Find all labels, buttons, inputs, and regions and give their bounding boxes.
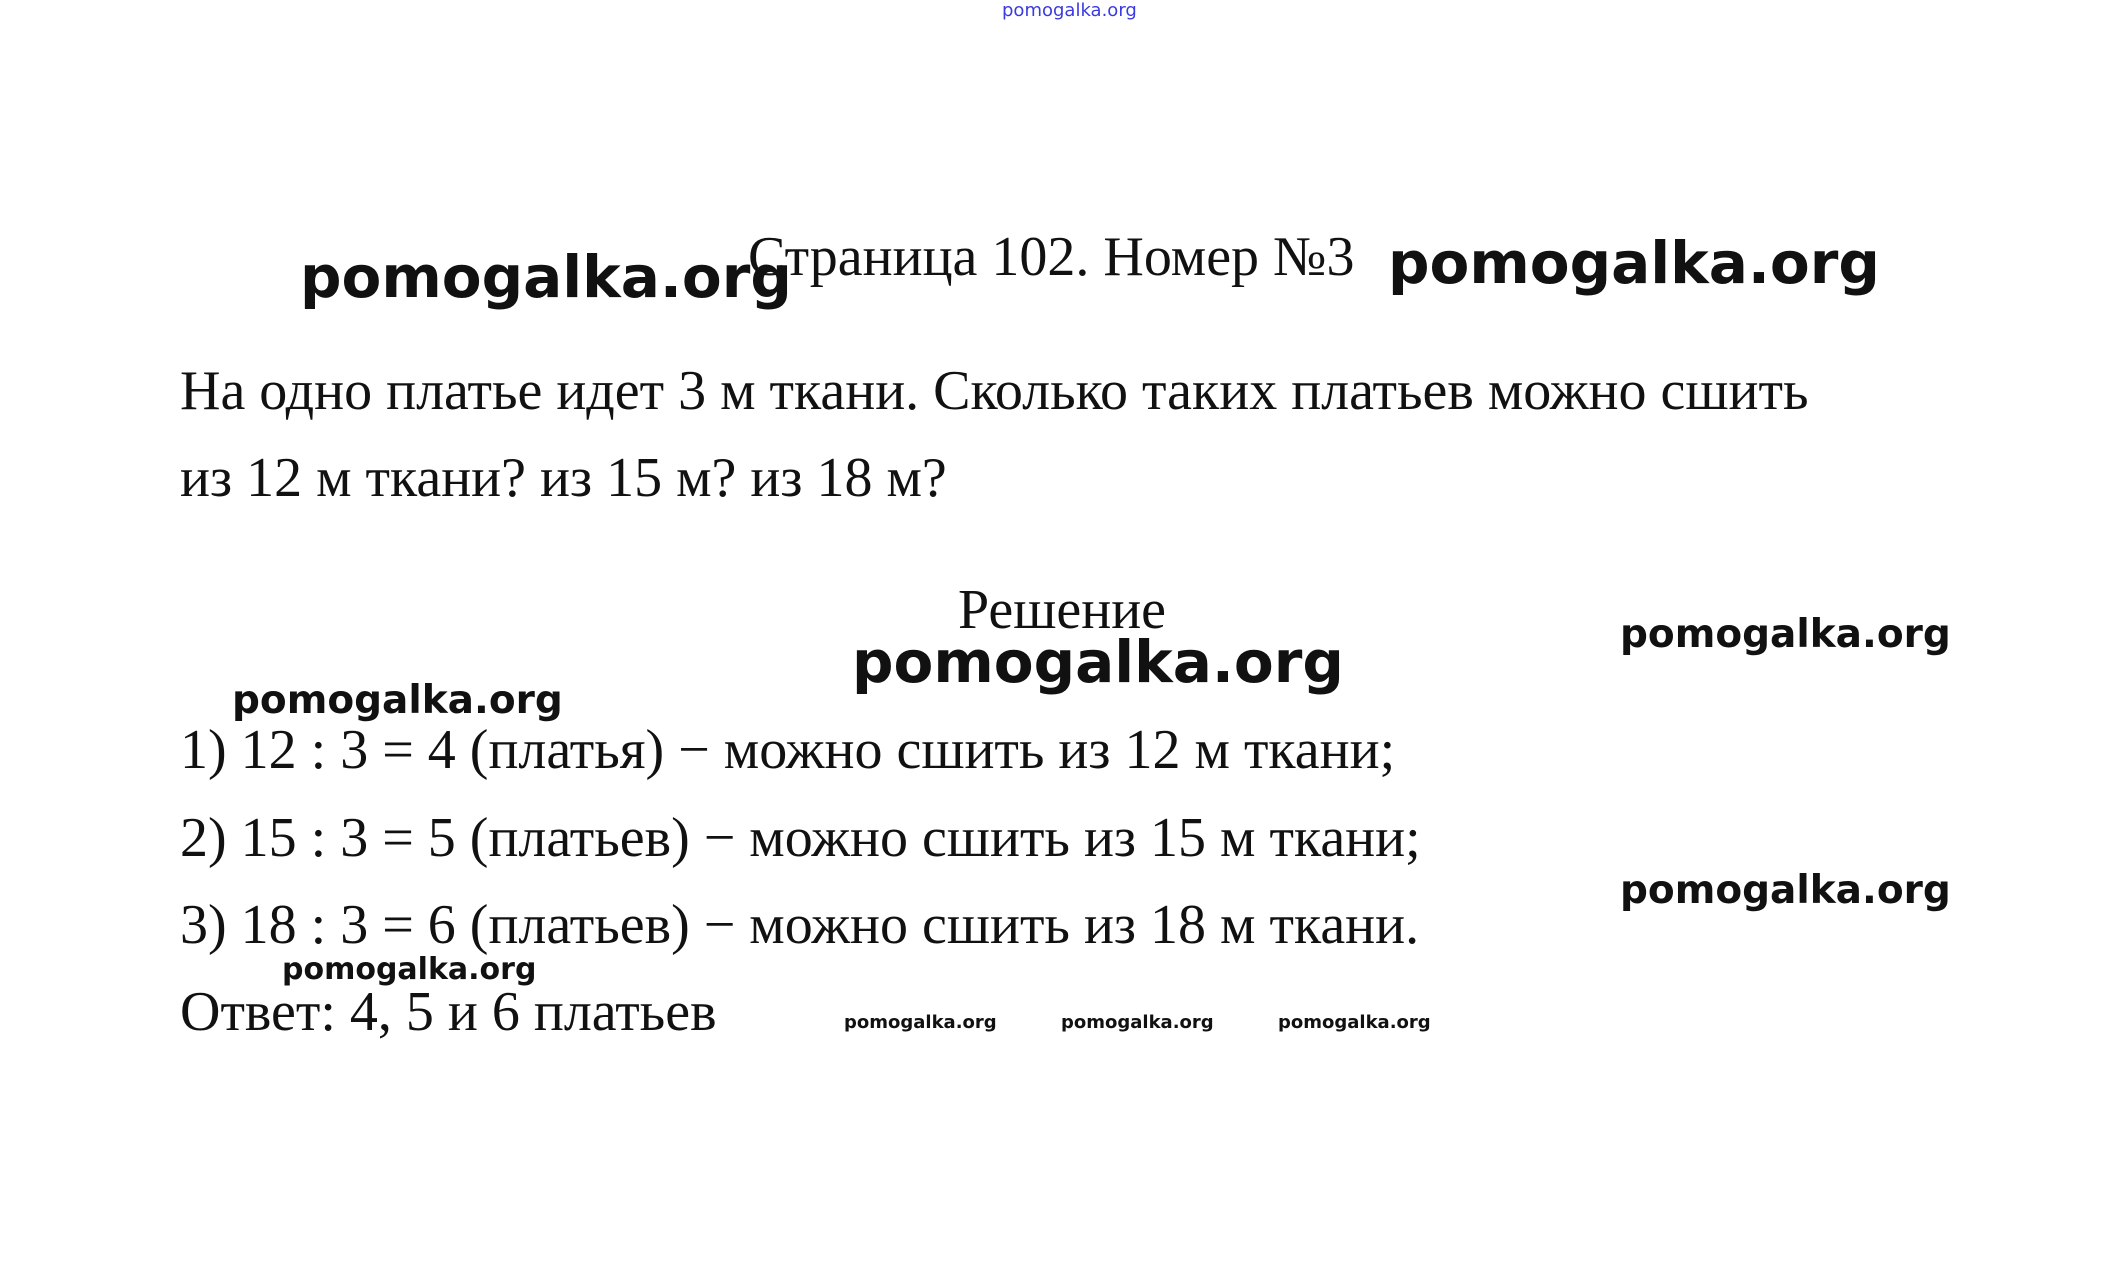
watermark-right-lower: pomogalka.org (1620, 868, 1951, 913)
page-title: Страница 102. Номер №3 (748, 226, 1355, 288)
solution-step: 2) 15 : 3 = 5 (платьев) − можно сшить из 15 м ткани; (180, 807, 1421, 869)
title-row (300, 225, 1880, 315)
solution-step: 3) 18 : 3 = 6 (платьев) − можно сшить из 18 м ткани. (180, 894, 1420, 956)
watermark-small: pomogalka.org (1061, 1012, 1214, 1033)
watermark-left-upper: pomogalka.org (232, 678, 563, 723)
watermark-right-upper: pomogalka.org (1620, 612, 1951, 657)
problem-statement (180, 348, 1808, 522)
problem-line: На одно платье идет 3 м ткани. Сколько таких платьев можно сшить (180, 360, 1809, 422)
watermark-title-right: pomogalka.org (1388, 229, 1880, 297)
watermark-small: pomogalka.org (844, 1012, 997, 1033)
watermark-top: pomogalka.org (1002, 0, 1137, 21)
watermark-title-left: pomogalka.org (300, 243, 792, 311)
watermark-center: pomogalka.org (852, 628, 1344, 696)
solution-heading: Решение (958, 579, 1167, 641)
watermark-left-lower: pomogalka.org (282, 952, 537, 987)
watermark-small: pomogalka.org (1278, 1012, 1431, 1033)
problem-line: из 12 м ткани? из 15 м? из 18 м? (180, 447, 947, 509)
answer: Ответ: 4, 5 и 6 платьев (180, 981, 717, 1043)
solution-step: 1) 12 : 3 = 4 (платья) − можно сшить из 12 м ткани; (180, 719, 1396, 781)
